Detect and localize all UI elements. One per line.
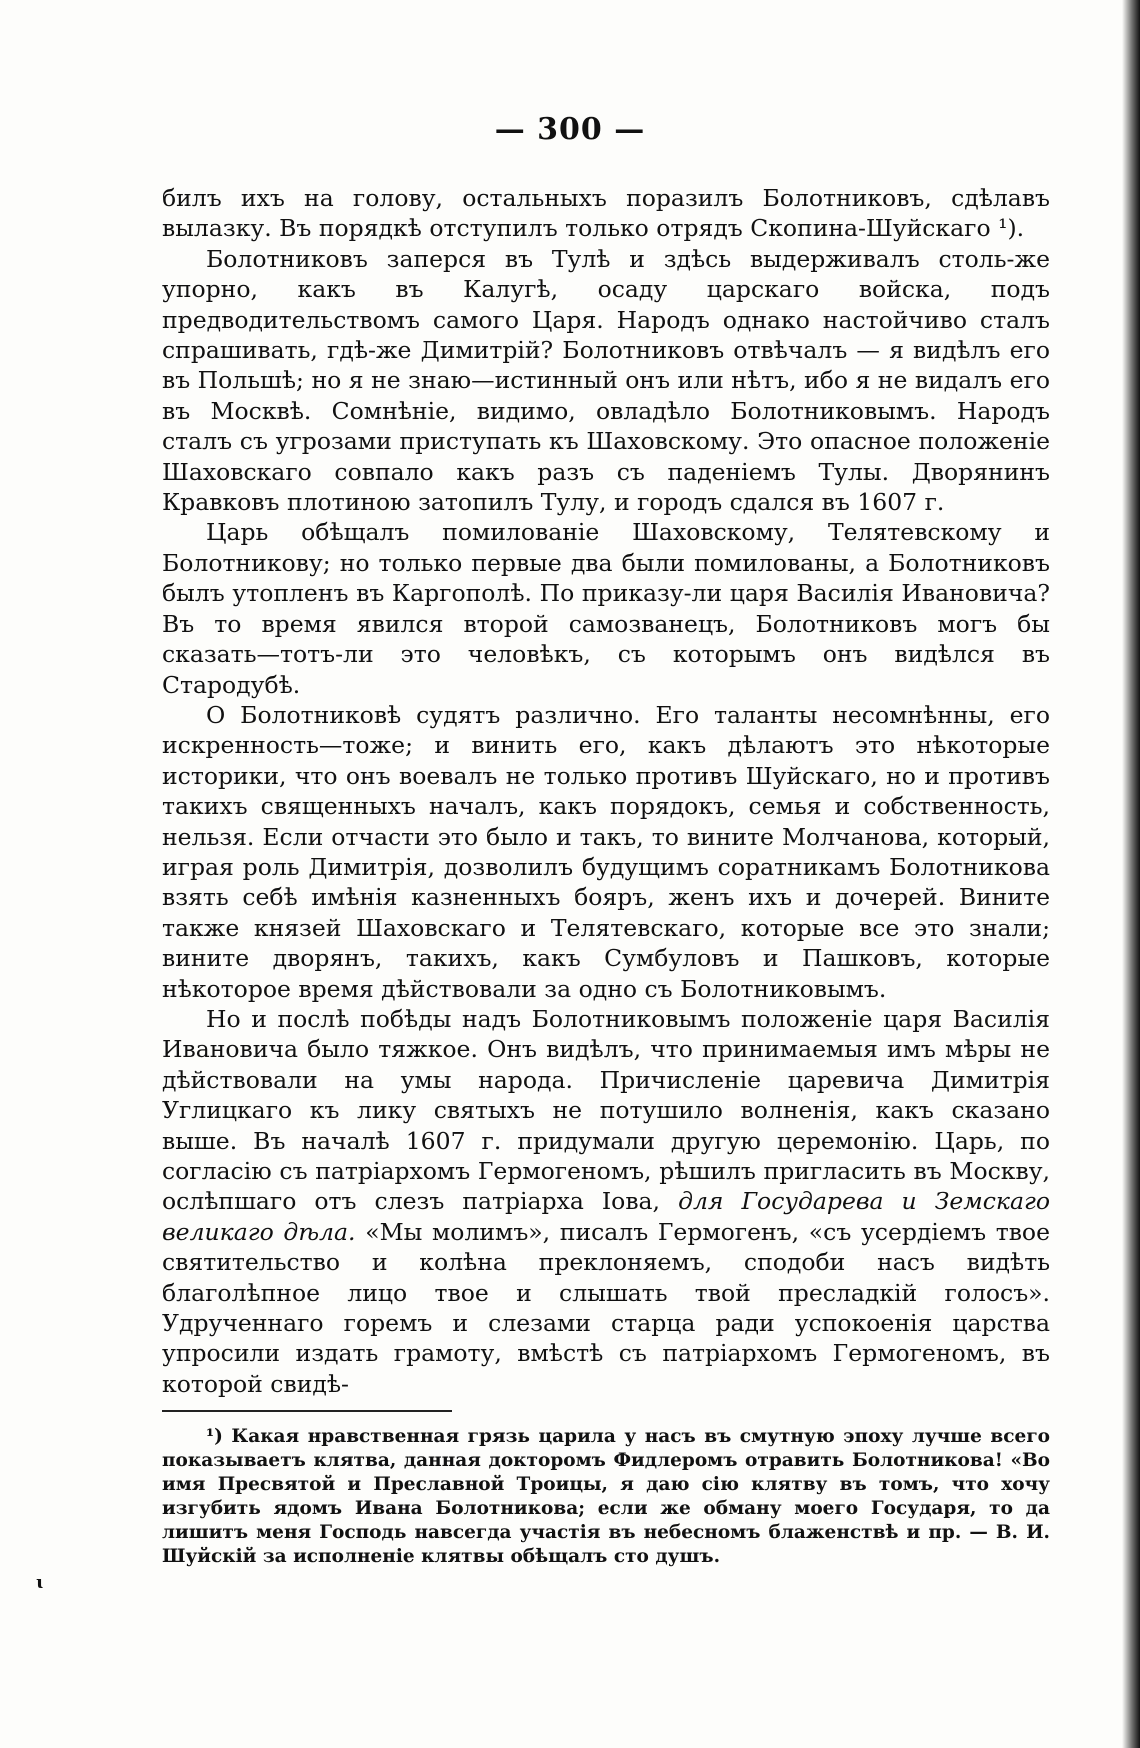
footnote: ¹) Какая нравственная грязь царила у насъ въ смутную эпоху лучше всего показываетъ клятва, данная докторомъ Фидлеромъ отравить Болотникова! «Во имя Пресвятой и Преславной Троицы, я даю сію клятву въ томъ, что хочу изгубить ядомъ Ивана Болотникова; если же обману моего Государя, то да лишитъ меня Господь навсегда участія въ небесномъ блаженствѣ и пр. — В. И. Шуйскій за исполненіе клятвы обѣщалъ сто душъ. — [162, 1426, 1050, 1567]
footnote-divider — [162, 1410, 452, 1412]
scan-border-shadow — [1122, 0, 1140, 1748]
paragraph-4: О Болотниковѣ судятъ различно. Его таланты несомнѣнны, его искренность—тоже; и винить его, какъ дѣлаютъ это нѣкоторые историки, что онъ воевалъ не только противъ Шуйскаго, но и противъ такихъ священныхъ началъ, какъ порядокъ, семья и собственность, нельзя. Если отчасти это было и такъ, то вините Молчанова, который, играя роль Димитрія, дозволилъ будущимъ соратникамъ Болотникова взять себѣ имѣнія казненныхъ бояръ, женъ ихъ и дочерей. Вините также князей Шаховскаго и Телятевскаго, которые все это знали; вините дворянъ, такихъ, какъ Сумбуловъ и Пашковъ, которые нѣкоторое время дѣйствовали за одно съ Болотниковымъ. — [162, 700, 1050, 1003]
paragraph-5-italic-phrase: для Государева и Земскаго великаго дѣла. — [162, 1187, 1050, 1246]
paragraph-3: Царь обѣщалъ помилованіе Шаховскому, Телятевскому и Болотникову; но только первые два были помилованы, а Болотниковъ былъ утопленъ въ Каргополѣ. По приказу-ли царя Василія Ивановича? Въ то время явился второй самозванецъ, Болотниковъ могъ бы сказать—тотъ-ли это человѣкъ, съ которымъ онъ видѣлся въ Стародубѣ. — [162, 518, 1050, 699]
paragraph-5 — [162, 1004, 1050, 1399]
paragraph-1: билъ ихъ на голову, остальныхъ поразилъ Болотниковъ, сдѣлавъ вылазку. Въ порядкѣ отступилъ только отрядъ Скопина-Шуйскаго ¹). — [162, 184, 1050, 243]
body-text — [162, 183, 1050, 1399]
paragraph-5-text-end: «Мы молимъ», писалъ Гермогенъ, «съ усердіемъ твое святительство и колѣна преклоняемъ, сподоби насъ видѣть благолѣпное лицо твое и слышать твой пресладкій голосъ». Удрученнаго горемъ и слезами старца ради успокоенія царства упросили издать грамоту, вмѣстѣ съ патріархомъ Гермогеномъ, въ которой свидѣ- — [162, 1217, 1050, 1398]
margin-mark: ɩ — [36, 1572, 43, 1593]
paragraph-2: Болотниковъ заперся въ Тулѣ и здѣсь выдерживалъ столь-же упорно, какъ въ Калугѣ, осаду царскаго войска, подъ предводительствомъ самого Царя. Народъ однако настойчиво сталъ спрашивать, гдѣ-же Димитрій? Болотниковъ отвѣчалъ — я видѣлъ его въ Польшѣ; но я не знаю—истинный онъ или нѣтъ, ибо я не видалъ его въ Москвѣ. Сомнѣніе, видимо, овладѣло Болотниковымъ. Народъ сталъ съ угрозами приступать къ Шаховскому. Это опасное положеніе Шаховскаго совпало какъ разъ съ паденіемъ Тулы. Дворянинъ Кравковъ плотиною затопилъ Тулу, и городъ сдался въ 1607 г. — [162, 244, 1050, 517]
page-number: — 300 — — [494, 112, 646, 147]
paragraph-5-text-start: Но и послѣ побѣды надъ Болотниковымъ положеніе царя Василія Ивановича было тяжкое. Онъ видѣлъ, что принимаемыя имъ мѣры не дѣйствовали на умы народа. Причисленіе царевича Димитрія Углицкаго къ лику святыхъ не потушило волненія, какъ сказано выше. Въ началѣ 1607 г. придумали другую церемонію. Царь, по согласію съ патріархомъ Гермогеномъ, рѣшилъ пригласить въ Москву, ослѣпшаго отъ слезъ патріарха Іова, — [162, 1004, 1050, 1216]
